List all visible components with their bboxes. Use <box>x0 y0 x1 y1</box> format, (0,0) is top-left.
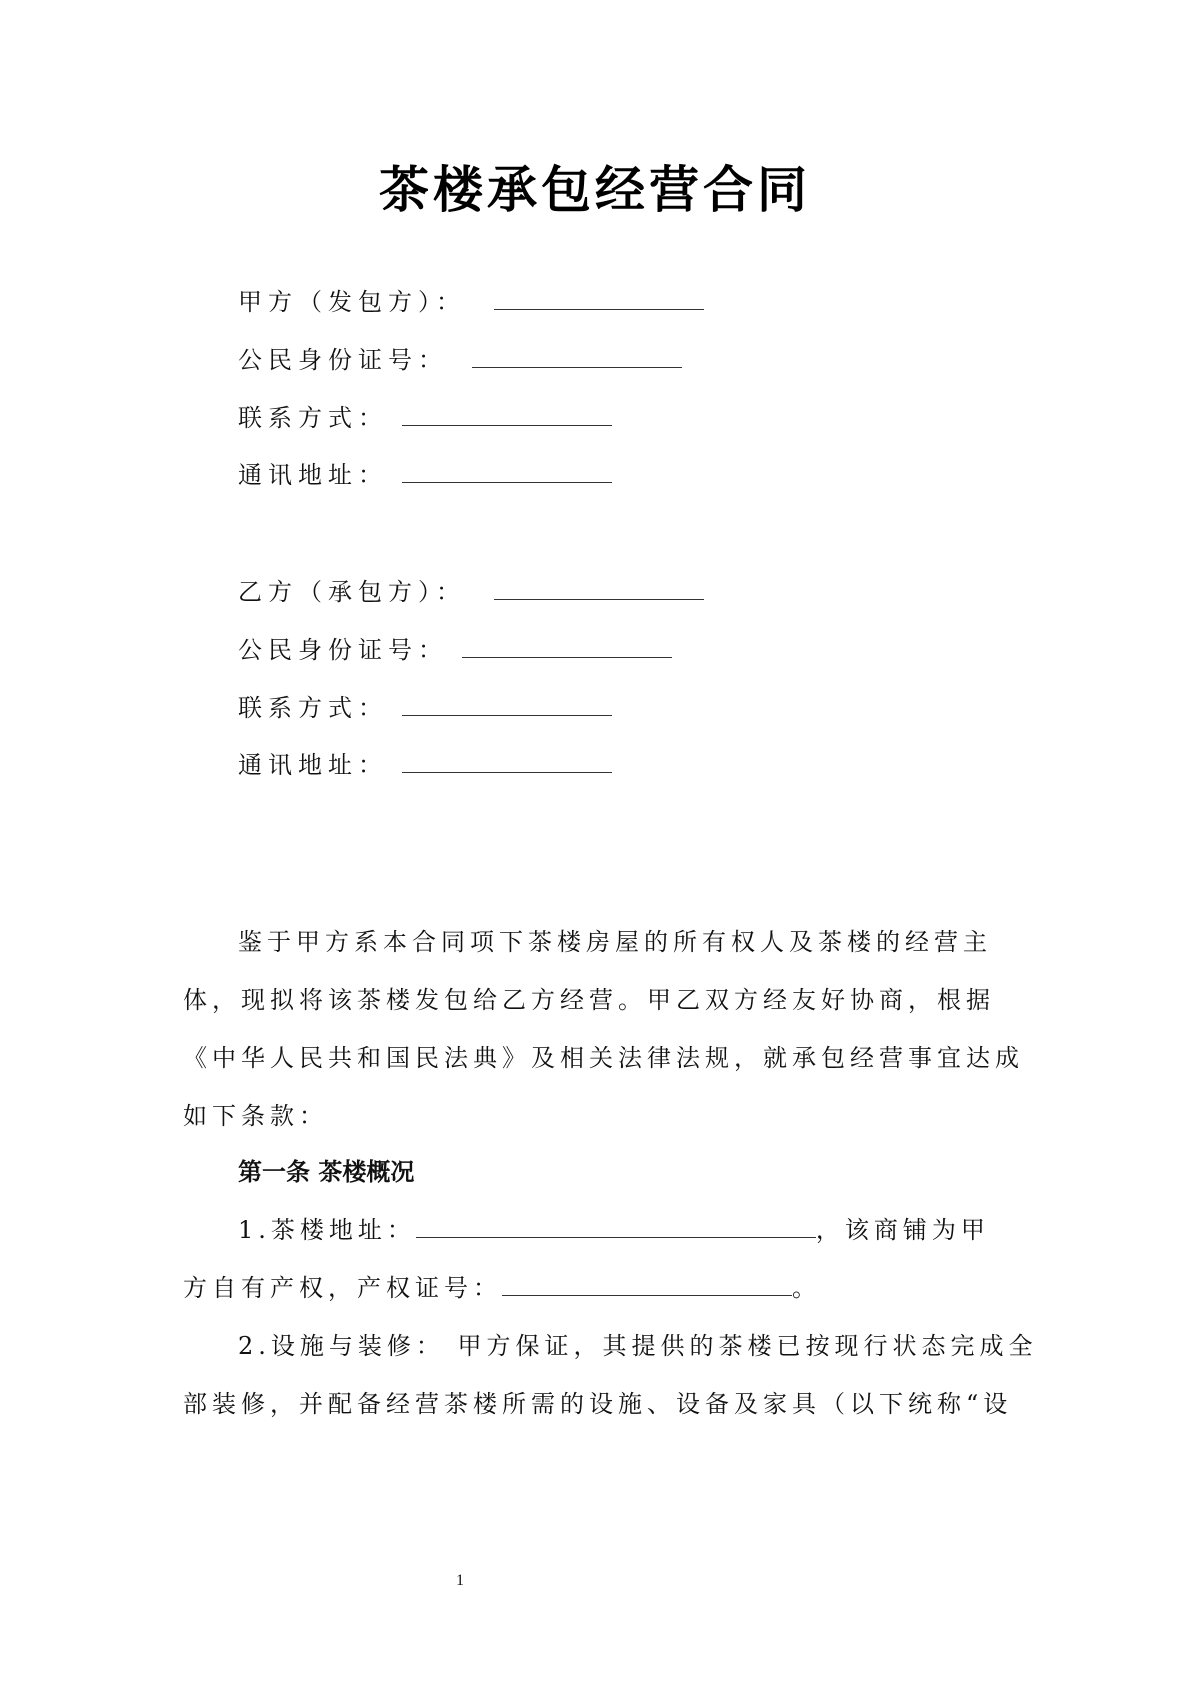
party-b-id-blank[interactable] <box>462 637 672 658</box>
party-a-name-blank[interactable] <box>494 289 704 310</box>
party-b-address-blank[interactable] <box>402 752 612 773</box>
party-b-name-label: 乙方（承包方）： <box>238 578 466 606</box>
party-b-name-blank[interactable] <box>494 579 704 600</box>
party-a-address-label: 通讯地址： <box>238 461 388 489</box>
item-1-suffix: ，该商铺为甲 <box>815 1216 990 1244</box>
preamble-line-1: 鉴于甲方系本合同项下茶楼房屋的所有权人及茶楼的经营主 <box>238 928 992 956</box>
item-1-line-2-prefix: 方自有产权，产权证号： <box>183 1274 502 1302</box>
party-b-name-field <box>238 572 704 607</box>
article-1-item-1-line-2 <box>183 1268 1013 1303</box>
party-a-contact-label: 联系方式： <box>238 404 388 432</box>
article-1-item-2-line-1: 2.设施与装修： 甲方保证，其提供的茶楼已按现行状态完成全 <box>238 1332 1038 1360</box>
party-a-contact-blank[interactable] <box>402 405 612 426</box>
party-a-address-field <box>238 455 612 490</box>
preamble-line-4: 如下条款： <box>183 1102 328 1130</box>
item-1-line-2-suffix: 。 <box>792 1274 821 1302</box>
party-b-contact-blank[interactable] <box>402 695 612 716</box>
article-1-item-1 <box>238 1210 1068 1245</box>
party-b-id-field <box>238 630 672 665</box>
article-1-heading: 第一条 茶楼概况 <box>238 1157 415 1186</box>
preamble-line-3: 《中华人民共和国民法典》及相关法律法规，就承包经营事宜达成 <box>183 1044 1024 1072</box>
party-b-contact-label: 联系方式： <box>238 694 388 722</box>
article-1-item-2-line-2: 部装修，并配备经营茶楼所需的设施、设备及家具（以下统称“设 <box>183 1390 1013 1418</box>
item-1-prefix: 1.茶楼地址： <box>238 1216 416 1244</box>
party-a-address-blank[interactable] <box>402 462 612 483</box>
party-a-id-blank[interactable] <box>472 347 682 368</box>
party-a-id-field <box>238 340 682 375</box>
page-number: 1 <box>456 1572 464 1589</box>
party-b-id-label: 公民身份证号： <box>238 636 448 664</box>
document-title: 茶楼承包经营合同 <box>379 160 811 219</box>
teahouse-address-blank[interactable] <box>416 1217 816 1238</box>
party-a-contact-field <box>238 398 612 433</box>
preamble-line-2: 体，现拟将该茶楼发包给乙方经营。甲乙双方经友好协商，根据 <box>183 986 995 1014</box>
party-a-name-field <box>238 282 704 317</box>
party-b-address-label: 通讯地址： <box>238 751 388 779</box>
party-b-contact-field <box>238 688 612 723</box>
party-a-id-label: 公民身份证号： <box>238 346 448 374</box>
party-b-address-field <box>238 745 612 780</box>
property-cert-blank[interactable] <box>502 1275 792 1296</box>
party-a-name-label: 甲方（发包方）： <box>238 288 466 316</box>
